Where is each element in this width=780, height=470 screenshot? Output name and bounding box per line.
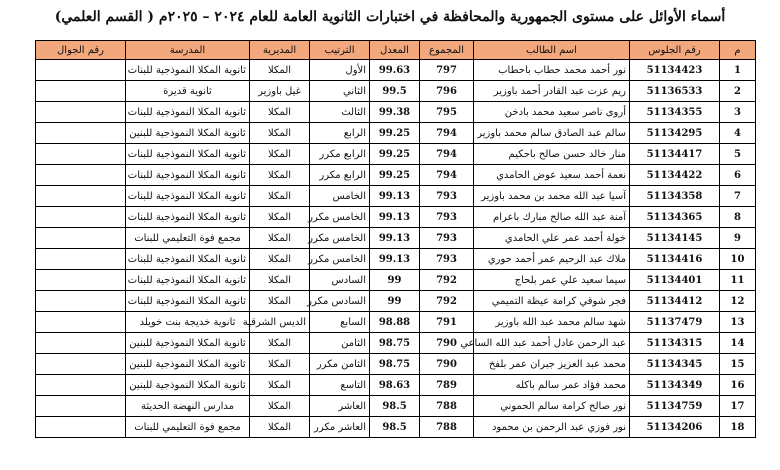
cell-school: مجمع فوة التعليمي للبنات <box>126 417 250 438</box>
cell-average: 99.25 <box>370 144 420 165</box>
cell-rank: الثاني <box>310 81 370 102</box>
cell-student-name: نور أحمد محمد حطاب باحطاب <box>474 60 630 81</box>
header-school: المدرسة <box>126 41 250 60</box>
cell-phone <box>36 207 126 228</box>
cell-phone <box>36 81 126 102</box>
cell-num: 9 <box>720 228 756 249</box>
cell-rank: الخامس مكرر <box>310 207 370 228</box>
cell-num: 17 <box>720 396 756 417</box>
cell-rank: الخامس مكرر <box>310 249 370 270</box>
cell-rank: الأول <box>310 60 370 81</box>
cell-directorate: المكلا <box>250 354 310 375</box>
cell-average: 99.25 <box>370 123 420 144</box>
cell-phone <box>36 354 126 375</box>
cell-total: 790 <box>420 354 474 375</box>
cell-average: 99.25 <box>370 165 420 186</box>
cell-directorate: المكلا <box>250 228 310 249</box>
cell-total: 794 <box>420 144 474 165</box>
cell-directorate: المكلا <box>250 333 310 354</box>
cell-directorate: الديس الشرقية <box>250 312 310 333</box>
header-phone: رقم الجوال <box>36 41 126 60</box>
cell-directorate: المكلا <box>250 60 310 81</box>
cell-directorate: المكلا <box>250 396 310 417</box>
cell-student-name: عبد الرحمن عادل أحمد عبد الله الساعي <box>474 333 630 354</box>
table-row <box>36 396 756 417</box>
cell-student-name: نور صالح كرامة سالم الحموني <box>474 396 630 417</box>
cell-school: ثانوية المكلا النموذجية للبنات <box>126 270 250 291</box>
cell-directorate: المكلا <box>250 417 310 438</box>
cell-total: 792 <box>420 270 474 291</box>
cell-rank: العاشر <box>310 396 370 417</box>
header-directorate: المديرية <box>250 41 310 60</box>
cell-total: 794 <box>420 123 474 144</box>
cell-school: مجمع فوة التعليمي للبنات <box>126 228 250 249</box>
cell-total: 792 <box>420 291 474 312</box>
cell-school: ثانوية المكلا النموذجية للبنات <box>126 186 250 207</box>
cell-student-name: آسيا عبد الله محمد بن محمد باوزير <box>474 186 630 207</box>
cell-phone <box>36 417 126 438</box>
cell-total: 793 <box>420 207 474 228</box>
cell-num: 10 <box>720 249 756 270</box>
cell-directorate: المكلا <box>250 270 310 291</box>
cell-num: 3 <box>720 102 756 123</box>
cell-seat-number: 51134365 <box>630 207 720 228</box>
cell-rank: الرابع <box>310 123 370 144</box>
cell-phone <box>36 165 126 186</box>
cell-rank: الثامن مكرر <box>310 354 370 375</box>
cell-student-name: نعمة أحمد سعيد عوض الحامدي <box>474 165 630 186</box>
cell-total: 791 <box>420 312 474 333</box>
cell-school: ثانوية المكلا النموذجية للبنات <box>126 165 250 186</box>
cell-total: 789 <box>420 375 474 396</box>
cell-seat-number: 51134358 <box>630 186 720 207</box>
cell-phone <box>36 249 126 270</box>
cell-school: ثانوية المكلا النموذجية للبنين <box>126 375 250 396</box>
cell-average: 98.63 <box>370 375 420 396</box>
cell-seat-number: 51134401 <box>630 270 720 291</box>
table-row <box>36 81 756 102</box>
cell-average: 99.13 <box>370 207 420 228</box>
cell-average: 98.88 <box>370 312 420 333</box>
header-name: اسم الطالب <box>474 41 630 60</box>
cell-total: 795 <box>420 102 474 123</box>
cell-phone <box>36 333 126 354</box>
cell-school: ثانوية المكلا النموذجية للبنين <box>126 123 250 144</box>
cell-student-name: منار خالد حسن صالح باحكيم <box>474 144 630 165</box>
table-row <box>36 270 756 291</box>
cell-total: 788 <box>420 396 474 417</box>
header-avg: المعدل <box>370 41 420 60</box>
cell-seat-number: 51134422 <box>630 165 720 186</box>
cell-phone <box>36 228 126 249</box>
cell-student-name: آمنة عبد الله صالح مبارك باعرام <box>474 207 630 228</box>
cell-num: 12 <box>720 291 756 312</box>
cell-student-name: ملاك عبد الرحيم عمر أحمد حوري <box>474 249 630 270</box>
cell-average: 99.13 <box>370 249 420 270</box>
cell-seat-number: 51134349 <box>630 375 720 396</box>
cell-total: 788 <box>420 417 474 438</box>
cell-average: 99.5 <box>370 81 420 102</box>
cell-student-name: محمد عبد العزيز جبران عمر بلفخ <box>474 354 630 375</box>
cell-directorate: المكلا <box>250 123 310 144</box>
cell-num: 18 <box>720 417 756 438</box>
cell-student-name: أروى ناصر سعيد محمد بادخن <box>474 102 630 123</box>
cell-phone <box>36 396 126 417</box>
header-seat: رقم الجلوس <box>630 41 720 60</box>
header-total: المجموع <box>420 41 474 60</box>
cell-average: 98.75 <box>370 354 420 375</box>
results-body <box>36 60 756 438</box>
cell-rank: الثالث <box>310 102 370 123</box>
cell-seat-number: 51134145 <box>630 228 720 249</box>
cell-student-name: محمد فؤاد عمر سالم باكله <box>474 375 630 396</box>
cell-num: 2 <box>720 81 756 102</box>
cell-rank: الخامس <box>310 186 370 207</box>
cell-num: 16 <box>720 375 756 396</box>
cell-seat-number: 51134423 <box>630 60 720 81</box>
cell-seat-number: 51134759 <box>630 396 720 417</box>
cell-phone <box>36 270 126 291</box>
cell-directorate: المكلا <box>250 144 310 165</box>
cell-phone <box>36 291 126 312</box>
cell-directorate: غيل باوزير <box>250 81 310 102</box>
cell-student-name: فجر شوقي كرامة عيظة التميمي <box>474 291 630 312</box>
cell-student-name: ريم عزت عبد القادر أحمد باوزير <box>474 81 630 102</box>
table-row <box>36 333 756 354</box>
cell-total: 793 <box>420 249 474 270</box>
cell-average: 99.13 <box>370 186 420 207</box>
cell-seat-number: 51137479 <box>630 312 720 333</box>
cell-directorate: المكلا <box>250 186 310 207</box>
cell-school: ثانوية المكلا النموذجية للبنات <box>126 249 250 270</box>
cell-school: ثانوية المكلا النموذجية للبنين <box>126 333 250 354</box>
table-row <box>36 354 756 375</box>
cell-seat-number: 51134295 <box>630 123 720 144</box>
table-row <box>36 60 756 81</box>
cell-num: 8 <box>720 207 756 228</box>
cell-rank: العاشر مكرر <box>310 417 370 438</box>
table-row <box>36 186 756 207</box>
cell-num: 11 <box>720 270 756 291</box>
cell-num: 5 <box>720 144 756 165</box>
cell-directorate: المكلا <box>250 375 310 396</box>
cell-seat-number: 51134206 <box>630 417 720 438</box>
cell-num: 7 <box>720 186 756 207</box>
cell-phone <box>36 186 126 207</box>
cell-phone <box>36 312 126 333</box>
cell-seat-number: 51136533 <box>630 81 720 102</box>
cell-school: ثانوية المكلا النموذجية للبنات <box>126 60 250 81</box>
cell-total: 790 <box>420 333 474 354</box>
cell-seat-number: 51134345 <box>630 354 720 375</box>
table-row <box>36 375 756 396</box>
cell-rank: السادس <box>310 270 370 291</box>
cell-school: ثانوية قديرة <box>126 81 250 102</box>
cell-directorate: المكلا <box>250 102 310 123</box>
header-num: م <box>720 41 756 60</box>
cell-school: ثانوية المكلا النموذجية للبنات <box>126 291 250 312</box>
cell-rank: الخامس مكرر <box>310 228 370 249</box>
cell-num: 6 <box>720 165 756 186</box>
cell-average: 99.13 <box>370 228 420 249</box>
cell-directorate: المكلا <box>250 207 310 228</box>
cell-student-name: خولة أحمد عمر علي الحامدي <box>474 228 630 249</box>
cell-rank: السادس مكرر <box>310 291 370 312</box>
cell-average: 99.38 <box>370 102 420 123</box>
cell-average: 99 <box>370 270 420 291</box>
table-row <box>36 207 756 228</box>
cell-seat-number: 51134416 <box>630 249 720 270</box>
table-row <box>36 123 756 144</box>
cell-num: 14 <box>720 333 756 354</box>
cell-school: ثانوية المكلا النموذجية للبنات <box>126 102 250 123</box>
cell-school: ثانوية المكلا النموذجية للبنين <box>126 354 250 375</box>
cell-phone <box>36 60 126 81</box>
cell-total: 794 <box>420 165 474 186</box>
cell-phone <box>36 375 126 396</box>
cell-rank: التاسع <box>310 375 370 396</box>
table-row <box>36 144 756 165</box>
cell-directorate: المكلا <box>250 291 310 312</box>
table-row <box>36 291 756 312</box>
cell-average: 98.5 <box>370 417 420 438</box>
cell-phone <box>36 123 126 144</box>
cell-total: 797 <box>420 60 474 81</box>
cell-average: 99 <box>370 291 420 312</box>
table-row <box>36 228 756 249</box>
cell-student-name: سالم عبد الصادق سالم محمد باوزير <box>474 123 630 144</box>
cell-phone <box>36 144 126 165</box>
table-row <box>36 249 756 270</box>
table-row <box>36 102 756 123</box>
results-table <box>35 40 756 438</box>
cell-total: 793 <box>420 186 474 207</box>
cell-num: 15 <box>720 354 756 375</box>
cell-student-name: نور فوزي عبد الرحمن بن محمود <box>474 417 630 438</box>
cell-seat-number: 51134417 <box>630 144 720 165</box>
cell-seat-number: 51134315 <box>630 333 720 354</box>
cell-school: ثانوية المكلا النموذجية للبنات <box>126 207 250 228</box>
table-row <box>36 312 756 333</box>
cell-seat-number: 51134412 <box>630 291 720 312</box>
page-title: أسماء الأوائل على مستوى الجمهورية والمحافظة في اختبارات الثانوية العامة للعام ٢٠٢٤ – ٢٠٢٥م ( القسم العلمي) <box>54 9 726 25</box>
cell-directorate: المكلا <box>250 165 310 186</box>
cell-rank: الرابع مكرر <box>310 165 370 186</box>
cell-rank: السابع <box>310 312 370 333</box>
cell-school: مدارس النهضة الحديثة <box>126 396 250 417</box>
cell-directorate: المكلا <box>250 249 310 270</box>
cell-phone <box>36 102 126 123</box>
cell-average: 99.63 <box>370 60 420 81</box>
cell-num: 13 <box>720 312 756 333</box>
cell-total: 796 <box>420 81 474 102</box>
table-row <box>36 165 756 186</box>
header-row <box>36 41 756 60</box>
cell-rank: الرابع مكرر <box>310 144 370 165</box>
cell-student-name: سيما سعيد علي عمر بلحاج <box>474 270 630 291</box>
cell-school: ثانوية المكلا النموذجية للبنات <box>126 144 250 165</box>
cell-total: 793 <box>420 228 474 249</box>
table-row <box>36 417 756 438</box>
cell-seat-number: 51134355 <box>630 102 720 123</box>
cell-rank: الثامن <box>310 333 370 354</box>
cell-school: ثانوية خديجة بنت خويلد <box>126 312 250 333</box>
cell-num: 4 <box>720 123 756 144</box>
cell-average: 98.75 <box>370 333 420 354</box>
cell-average: 98.5 <box>370 396 420 417</box>
cell-num: 1 <box>720 60 756 81</box>
header-rank: الترتيب <box>310 41 370 60</box>
cell-student-name: شهد سالم محمد عبد الله باوزير <box>474 312 630 333</box>
